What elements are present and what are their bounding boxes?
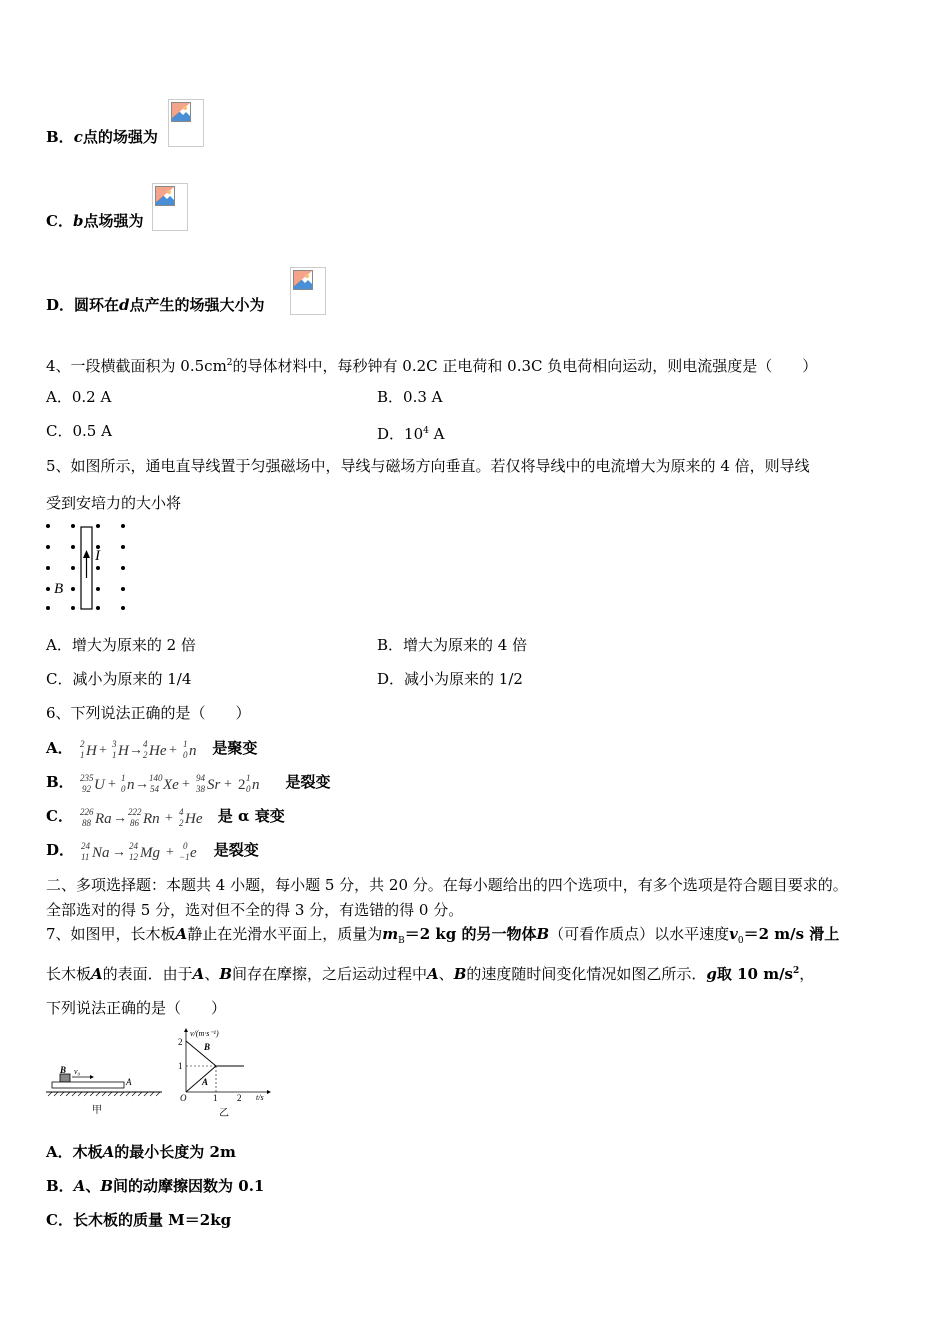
nuclear-equation-b (78, 771, 285, 795)
svg-text:2: 2 (237, 1093, 242, 1103)
svg-text:He: He (184, 811, 203, 827)
svg-text:11: 11 (80, 852, 90, 862)
q4-option-d: D．$10^4$ A (377, 425, 445, 443)
svg-text:1: 1 (246, 773, 251, 783)
svg-text:1: 1 (112, 750, 117, 760)
svg-text:0: 0 (121, 784, 126, 794)
svg-text:0: 0 (182, 841, 188, 851)
svg-text:94: 94 (196, 773, 206, 783)
svg-text:88: 88 (81, 818, 91, 828)
svg-text:He: He (149, 743, 167, 759)
svg-text:→: → (112, 811, 127, 826)
svg-text:t/s: t/s (256, 1093, 264, 1102)
svg-text:54: 54 (150, 784, 160, 794)
q5-stem-line1: 5、如图所示，通电直导线置于匀强磁场中，导线与磁场方向垂直。若仅将导线中的电流增大为原来的 4 倍，则导线 (46, 457, 810, 475)
board-a (52, 1082, 124, 1088)
svg-text:乙: 乙 (219, 1108, 229, 1118)
svg-text:→: → (111, 845, 126, 860)
q7-option-b: B．A、B间的动摩擦因数为 0.1 (46, 1177, 265, 1195)
svg-text:140: 140 (149, 773, 163, 783)
svg-text:2: 2 (143, 750, 148, 760)
figure-yi-vt-graph (174, 1026, 274, 1118)
svg-text:2: 2 (238, 777, 246, 793)
figure-jia-board (44, 1066, 164, 1118)
q6-stem: 6、下列说法正确的是（ ） (46, 704, 251, 722)
svg-text:1: 1 (121, 773, 126, 783)
broken-image-icon (152, 183, 188, 231)
q7-stem-line3: 下列说法正确的是（ ） (46, 999, 227, 1017)
nuclear-equation-c (78, 805, 218, 829)
nuclear-equation-a (77, 737, 212, 761)
svg-text:3: 3 (112, 739, 117, 749)
q4-stem: 4、一段横截面积为 $0.5cm^2$的导体材料中，每秒钟有 0.2C 正电荷和 0.3C 负电荷相向运动，则电流强度是（ ） (46, 357, 818, 375)
block-b (60, 1074, 70, 1082)
svg-text:O: O (180, 1093, 187, 1103)
svg-text:−1: −1 (178, 852, 190, 862)
svg-text:甲: 甲 (92, 1105, 102, 1116)
svg-text:v/(m·s⁻¹): v/(m·s⁻¹) (190, 1029, 219, 1038)
svg-text:→: → (129, 743, 144, 758)
field-label: B (54, 581, 64, 597)
svg-text:n: n (189, 743, 197, 759)
svg-text:+: + (224, 777, 233, 792)
svg-text:12: 12 (128, 852, 138, 862)
broken-image-icon (290, 267, 326, 315)
svg-text:n: n (127, 777, 135, 793)
svg-text:4: 4 (178, 807, 184, 817)
svg-text:B: B (204, 1042, 211, 1052)
q3-option-b: B．c点的场强为 (46, 128, 158, 146)
magnetic-field-figure (40, 520, 135, 615)
q7-stem-line1: 7、如图甲，长木板A静止在光滑水平面上，质量为$m_B=2$ kg 的另一物体B（可看作质点）以水平速度$v_0=2$ m/s 滑上 (46, 925, 840, 946)
q7-stem-line2: 长木板A的表面．由于A、B间存在摩擦，之后运动过程中A、B的速度随时间变化情况如图乙所示．g取 10 $m/s^2$， (46, 965, 815, 983)
svg-text:+: + (182, 777, 191, 792)
svg-text:1: 1 (213, 1093, 218, 1103)
broken-image-icon (168, 99, 204, 147)
q4-option-c: C．0.5 A (46, 422, 112, 440)
svg-text:+: + (165, 845, 174, 860)
section2-heading-line1: 二、多项选择题：本题共 4 小题，每小题 5 分，共 20 分。在每小题给出的四个选项中，有多个选项是符合题目要求的。 (46, 876, 848, 894)
nuclear-equation-d (79, 839, 214, 863)
svg-text:→: → (135, 777, 150, 792)
svg-text:2: 2 (80, 739, 85, 749)
q5-stem-line2: 受到安培力的大小将 (46, 494, 182, 512)
svg-text:B: B (60, 1066, 67, 1075)
q3-option-d: D．圆环在d点产生的场强大小为 (46, 296, 265, 314)
section2-heading-line2: 全部选对的得 5 分，选对但不全的得 3 分，有选错的得 0 分。 (46, 901, 464, 919)
svg-text:2: 2 (178, 818, 184, 828)
q3-option-c: C．b点场强为 (46, 212, 144, 230)
current-label: I (95, 548, 100, 564)
svg-text:+: + (169, 743, 178, 758)
svg-text:4: 4 (143, 739, 148, 749)
svg-text:Sr: Sr (207, 777, 221, 793)
q4-option-a: A．0.2 A (46, 388, 112, 406)
q5-option-c: C．减小为原来的 1/4 (46, 670, 192, 688)
svg-text:235: 235 (80, 773, 94, 783)
svg-text:A: A (126, 1077, 132, 1087)
svg-text:1: 1 (178, 1061, 183, 1071)
svg-text:86: 86 (129, 818, 139, 828)
q7-option-a: A．木板A的最小长度为 2m (46, 1143, 236, 1161)
svg-text:+: + (99, 743, 108, 758)
q5-option-d: D．减小为原来的 1/2 (377, 670, 523, 688)
svg-text:92: 92 (82, 784, 92, 794)
svg-text:1: 1 (80, 750, 85, 760)
q5-option-b: B．增大为原来的 4 倍 (377, 636, 528, 654)
svg-text:226: 226 (79, 807, 94, 817)
svg-text:+: + (108, 777, 117, 792)
svg-text:v₀: v₀ (74, 1067, 81, 1076)
svg-text:Xe: Xe (163, 777, 180, 793)
line-b (186, 1041, 216, 1066)
svg-text:24: 24 (80, 841, 90, 851)
q4-option-b: B．0.3 A (377, 388, 443, 406)
svg-text:Na: Na (91, 845, 110, 861)
svg-text:0: 0 (183, 750, 188, 760)
svg-text:0: 0 (246, 784, 251, 794)
svg-text:Ra: Ra (94, 811, 112, 827)
svg-text:222: 222 (127, 807, 142, 817)
line-a (186, 1066, 216, 1092)
q6-option-b: B． 235 92 U + 1 0 n → 140 54 Xe + 94 38 Sr + 2 1 0 n 是裂变 (46, 773, 331, 794)
q5-option-a: A．增大为原来的 2 倍 (46, 636, 196, 654)
svg-text:Mg: Mg (139, 845, 160, 861)
svg-text:U: U (94, 777, 106, 793)
svg-text:Rn: Rn (142, 811, 160, 827)
svg-text:2: 2 (178, 1037, 183, 1047)
q7-option-c: C．长木板的质量 M＝2kg (46, 1211, 232, 1229)
q6-option-d: D． 24 11 Na → 24 12 Mg + 0 −1 e 是裂变 (46, 841, 259, 862)
svg-text:24: 24 (128, 841, 138, 851)
svg-text:e: e (189, 845, 197, 861)
svg-text:n: n (252, 777, 260, 793)
svg-text:H: H (118, 743, 130, 759)
svg-text:+: + (164, 811, 173, 826)
svg-text:38: 38 (196, 784, 206, 794)
svg-text:H: H (86, 743, 98, 759)
svg-text:A: A (202, 1077, 209, 1087)
q6-option-c: C． 226 88 Ra → 222 86 Rn + 4 2 He 是 α 衰变 (46, 807, 285, 828)
svg-text:1: 1 (183, 739, 188, 749)
q6-option-a: A． 2 1 H + 3 1 H → 4 2 He + 1 0 n 是聚变 (46, 739, 258, 760)
